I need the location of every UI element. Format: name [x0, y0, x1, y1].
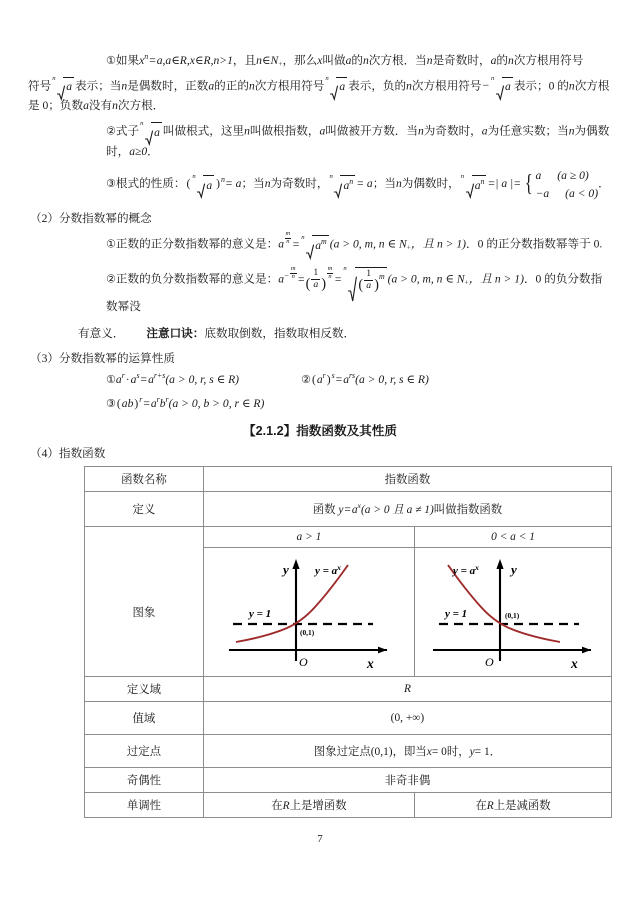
text-e: 的 — [351, 54, 363, 67]
x-axis-arrow-icon — [378, 647, 387, 654]
expr-x: x — [426, 746, 432, 758]
case-value-positive: a — [535, 169, 542, 183]
text-g: 为偶数时， — [106, 124, 610, 158]
multiply-dot: · — [125, 372, 130, 386]
expr-1-result: = a — [224, 177, 242, 191]
paragraph-nth-root-notation — [28, 74, 612, 116]
text-b: ．0 的正分数指数幂等于 0. — [466, 237, 603, 251]
expr-x-2: x — [317, 54, 323, 67]
definition-prefix: 函数 — [312, 504, 339, 516]
cell-parity-value: 非奇非偶 — [203, 768, 611, 793]
text-i: 次方根用符号 — [513, 54, 584, 67]
minus-sign: − — [482, 79, 490, 93]
exponent-numerator: m — [327, 264, 333, 272]
paren-open-big: ( — [358, 277, 364, 294]
text-g: 是奇数时， — [432, 54, 491, 67]
radical-base: a — [315, 239, 322, 253]
rule-2 — [301, 370, 429, 386]
asymptote-label: y = 1 — [445, 608, 468, 620]
list-marker-3: ③ — [106, 397, 116, 411]
radical-body: a — [63, 77, 74, 97]
expr-a-4: a — [208, 79, 215, 93]
expr-domain-conditions: ,a∈R,x∈R,n>1 — [162, 54, 233, 67]
expr-2-result: = a — [356, 177, 373, 191]
expr-equals: = — [149, 54, 156, 67]
radical-index: n — [343, 264, 347, 272]
cell-graph-increasing — [203, 548, 414, 677]
cell-graph-decreasing — [415, 548, 612, 677]
row-label-range: 值域 — [85, 702, 204, 735]
row-label-definition: 定义 — [85, 492, 204, 527]
point-label: (0,1) — [505, 611, 520, 620]
text-d: 叫做 — [322, 54, 346, 67]
radical-expr-2 — [329, 175, 355, 195]
table-row — [85, 492, 612, 527]
radical-sign-icon — [334, 183, 341, 195]
text-h: ． — [147, 144, 159, 158]
rule-1 — [106, 370, 240, 386]
cell-condition-a-greater-1 — [203, 527, 414, 548]
radical-base-exponent: n — [349, 176, 354, 186]
radical-base-exponent: n — [480, 176, 485, 186]
fraction-denominator: a — [313, 278, 319, 290]
expr-a: a — [319, 124, 326, 138]
radical-body-exponent: m — [378, 272, 385, 282]
expr-b: b — [159, 397, 166, 411]
row-label-fixed-point: 过定点 — [85, 735, 204, 768]
row-label-domain: 定义域 — [85, 677, 204, 702]
table-row — [85, 735, 612, 768]
radical-sign-icon — [496, 85, 503, 97]
heading-exponential-function: （4）指数函数 — [30, 447, 106, 461]
expr-a: a — [150, 397, 157, 411]
fixed-point-coords: (0,1) — [370, 746, 393, 758]
text-j: 表示；当 — [75, 79, 122, 93]
rule-1-condition: (a > 0, r, s ∈ R) — [165, 372, 240, 386]
text-b: 叫做根式，这里 — [162, 124, 245, 138]
table-row — [85, 768, 612, 793]
text-h: 的 — [496, 54, 508, 67]
cell-monotonicity-decreasing — [415, 793, 612, 818]
table-row — [85, 467, 612, 492]
text-e: 为偶数时， — [401, 177, 460, 191]
exponent-numerator: m — [285, 230, 291, 238]
paragraph-negative-fractional-exponent — [28, 266, 612, 317]
expr-n-8: n — [112, 99, 118, 113]
radical-index: n — [329, 173, 333, 181]
expr-a1-exponent: r — [322, 370, 326, 380]
chapter-title: 【2.1.2】指数函数及其性质 — [243, 424, 397, 439]
paragraph-mnemonic — [28, 325, 612, 344]
fraction-one-over-a — [311, 268, 320, 291]
expr-y-equals-1: = 1 — [474, 746, 490, 758]
paragraph-rules-row-2 — [28, 395, 612, 414]
curve-label: $y = a^x$ — [314, 563, 341, 577]
paren-close-big: ) — [374, 277, 379, 294]
text-f: 次方根．当 — [368, 54, 427, 67]
expr-N-subscript: + — [278, 58, 283, 68]
expr-base-a: a — [278, 272, 285, 286]
radical-sign-icon — [145, 130, 152, 142]
text-r: 没有 — [88, 99, 113, 113]
exponential-function-table — [84, 466, 612, 818]
condition-text-b: ，且 n > 1) — [410, 237, 467, 251]
equals-sign: = — [140, 372, 148, 386]
fraction-one-over-a — [364, 269, 373, 292]
equals-sign: = — [344, 504, 351, 516]
expr-a1: a — [115, 372, 122, 386]
expr-a3-exponent: r+s — [153, 370, 166, 380]
cell-monotonicity-increasing — [203, 793, 414, 818]
radical-base: a — [343, 178, 350, 192]
text-c: ，那么 — [282, 54, 318, 67]
case-value-negative: −a — [535, 186, 550, 200]
condition-text: (a > 0, m, n ∈ N — [387, 272, 465, 286]
expr-n-3: n — [568, 124, 575, 138]
equals-sign: = — [335, 372, 343, 386]
paren-open-1: ( — [186, 177, 191, 191]
page-content — [28, 52, 612, 463]
radical-sign-icon — [197, 183, 204, 195]
list-marker-2: ② — [106, 124, 116, 138]
expr-a-2: a — [481, 124, 488, 138]
table-row — [85, 793, 612, 818]
radical-index: n — [140, 120, 144, 128]
condition-text-b: ，且 n > 1) — [468, 272, 524, 286]
expr-n-1: n — [363, 54, 369, 67]
expr-a2-exponent: s — [136, 370, 140, 380]
expr-n-2: n — [395, 177, 402, 191]
continuation-text: 有意义． — [78, 326, 125, 340]
paragraph-positive-fractional-exponent — [28, 231, 612, 256]
cell-fixed-point-value — [203, 735, 611, 768]
radical-body — [340, 175, 355, 195]
text-f: 为任意实数；当 — [487, 124, 569, 138]
mono-right-R: R — [486, 800, 494, 812]
equals-sign-2: = — [334, 272, 342, 286]
expr-a-3: a — [490, 54, 497, 67]
mono-right-a: 在 — [475, 800, 487, 812]
text-a: 如果 — [115, 54, 140, 67]
case-condition-negative: (a < 0) — [565, 186, 599, 200]
mono-right-b: 上是减函数 — [493, 800, 551, 812]
page-number: 7 — [317, 833, 323, 845]
condition-subscript: + — [464, 277, 469, 287]
row-label-graph: 图象 — [85, 548, 204, 677]
expr-ab: ab — [121, 397, 134, 411]
expr-x-exponent: n — [144, 52, 149, 62]
radical-index: n — [301, 233, 305, 241]
radical-body — [312, 235, 328, 255]
mono-left-a: 在 — [271, 800, 283, 812]
exponent-denominator: n — [286, 237, 290, 245]
radical-expr-1 — [192, 175, 214, 195]
asymptote-label: y = 1 — [248, 608, 272, 620]
expr-x: x — [139, 54, 145, 67]
expr-a2-exponent: rs — [348, 370, 356, 380]
exponent-fraction-m-over-n — [290, 266, 297, 281]
radical-n-a-m — [301, 235, 328, 255]
x-axis-arrow-icon — [582, 647, 591, 654]
exponent-numerator: m — [290, 264, 296, 272]
fixed-point-text-d: ． — [489, 746, 502, 758]
y-axis-label: y — [282, 562, 289, 577]
origin-label: O — [485, 655, 494, 669]
radical-index: n — [460, 173, 465, 181]
list-marker-1: ① — [106, 54, 116, 67]
paren-open: ( — [116, 397, 121, 411]
radical-n-a-1 — [52, 74, 74, 97]
radical-body: a — [151, 122, 162, 142]
radical-expr-3 — [461, 175, 487, 195]
radical-index: n — [52, 74, 56, 82]
expr-n: n — [264, 177, 271, 191]
condition-left-text: a > 1 — [296, 531, 322, 543]
paragraph-radical-terminology — [28, 122, 612, 161]
radical-index: n — [325, 74, 329, 82]
text-a: 正数的负分数指数幂的意义是： — [115, 272, 279, 286]
y-axis-arrow-icon — [292, 559, 299, 569]
paren-exponent: s — [331, 370, 335, 380]
mnemonic-text: 底数取倒数，指数取相反数． — [204, 326, 356, 340]
expr-n-6: n — [406, 79, 412, 93]
text-a: 式子 — [115, 124, 140, 138]
condition-right-text: 0 < a < 1 — [491, 531, 535, 543]
exponent-denominator: n — [291, 272, 295, 280]
text-c: 叫做根指数， — [249, 124, 320, 138]
paren-close: ) — [326, 372, 331, 386]
paren-open-big: ( — [305, 276, 311, 293]
radical-body: a — [502, 77, 513, 97]
expr-a1: a — [316, 372, 323, 386]
radical-n-a-2 — [325, 74, 347, 97]
case-condition-positive: (a ≥ 0) — [557, 169, 589, 183]
text-m: 次方根用符号 — [254, 79, 325, 93]
radical-body: a — [203, 175, 214, 195]
expr-n-2: n — [426, 54, 433, 67]
expr-base-a: a — [278, 237, 285, 251]
radical-sign-icon — [330, 85, 337, 97]
text-e: 为奇数时， — [423, 124, 482, 138]
graph-increasing-exponential — [211, 549, 407, 675]
equals-sign: = — [292, 237, 300, 251]
list-marker-2: ② — [106, 272, 116, 286]
definition-suffix: 叫做指数函数 — [433, 504, 503, 516]
text-k: 是偶数时，正数 — [127, 79, 209, 93]
radical-index: n — [192, 173, 196, 181]
row-label-function-name: 函数名称 — [85, 467, 204, 492]
cell-definition-value — [203, 492, 611, 527]
table-row — [85, 527, 612, 548]
equals-sign-1: = — [298, 272, 305, 286]
radical-sign-icon — [306, 244, 313, 256]
expr-a-exponent: x — [357, 501, 361, 511]
radical-sign-icon — [466, 183, 473, 195]
definition-condition: (a > 0 且 a ≠ 1) — [361, 504, 434, 516]
text-o: 次方根用符号 — [411, 79, 482, 93]
expr-y: y — [338, 504, 344, 516]
exponent-minus-sign: − — [284, 270, 290, 280]
x-axis-label: x — [571, 656, 578, 671]
equals-sign: = — [143, 397, 150, 411]
row-label-blank — [85, 527, 204, 548]
condition-subscript: + — [406, 242, 411, 252]
row-label-monotonicity: 单调性 — [85, 793, 204, 818]
expr-n: n — [244, 124, 250, 138]
expr-n-7: n — [568, 79, 575, 93]
expr-a-2: a — [345, 54, 352, 67]
expr-a-geq-0: a≥0 — [129, 144, 148, 158]
rule-3 — [106, 397, 264, 410]
text-b: ；当 — [241, 177, 265, 191]
paragraph-radical-properties — [28, 167, 612, 202]
expr-a: a — [156, 54, 163, 67]
expr-y: y — [469, 746, 475, 758]
text-d: 叫做被开方数．当 — [325, 124, 418, 138]
y-axis-label: y — [511, 562, 517, 577]
expr-a2: a — [343, 372, 349, 386]
cases-brace-group — [523, 167, 598, 202]
table-row — [85, 702, 612, 735]
expr-a-exponent: r — [156, 395, 160, 405]
left-brace-icon: { — [524, 170, 533, 197]
fixed-point-text-a: 图象过定点 — [313, 746, 371, 758]
mono-left-b: 上是增函数 — [289, 800, 347, 812]
domain-text: R — [403, 683, 411, 695]
expr-a-5: a — [83, 99, 89, 113]
expr-3-abs: =| a |= — [487, 177, 522, 191]
paren-exponent: r — [139, 395, 143, 405]
row-label-parity: 奇偶性 — [85, 768, 204, 793]
expr-a: a — [351, 504, 358, 516]
fixed-point-text-b: ，即当 — [392, 746, 427, 758]
expr-n-3: n — [507, 54, 514, 67]
case-row-negative — [536, 185, 599, 202]
radical-index: n — [491, 74, 495, 82]
rule-2-condition: (a > 0, r, s ∈ R) — [355, 372, 429, 386]
radical-body: a — [336, 77, 347, 97]
table-row — [85, 548, 612, 677]
fixed-point-text-c: 时， — [446, 746, 470, 758]
paren-close-big: ) — [321, 276, 327, 293]
expr-a2: a — [130, 372, 137, 386]
cell-range-value: (0, +∞) — [203, 702, 611, 735]
text-d: ；当 — [372, 177, 396, 191]
radical-sign-icon — [57, 85, 64, 97]
exponent-denominator: n — [328, 272, 332, 280]
heading-operation-properties: （3）分数指数幂的运算性质 — [30, 351, 175, 365]
point-label: (0,1) — [299, 628, 315, 637]
fraction-numerator: 1 — [313, 266, 319, 278]
radical-body — [355, 267, 386, 298]
expr-b-exponent: r — [165, 395, 169, 405]
text-symbol-lead: 符号 — [28, 79, 52, 93]
cell-condition-a-between-0-1 — [415, 527, 612, 548]
paren-exponent-1: n — [221, 175, 225, 185]
list-marker-3: ③ — [106, 177, 116, 191]
radical-n-a-3 — [491, 74, 513, 97]
text-a: 正数的正分数指数幂的意义是： — [115, 237, 279, 251]
paren-close-1: ) — [216, 177, 221, 191]
graph-decreasing-exponential — [415, 549, 611, 675]
expr-n-in-N: n∈N — [256, 54, 279, 67]
radical-base: a — [474, 178, 481, 192]
expr-n-4: n — [121, 79, 128, 93]
x-axis-label: x — [366, 656, 374, 671]
origin-label: O — [298, 655, 308, 669]
paragraph-nth-root-definition — [28, 52, 612, 71]
cell-function-name-value: 指数函数 — [203, 467, 611, 492]
radical-n-one-over-a-m — [343, 264, 386, 298]
exponent-fraction-m-over-n — [285, 231, 292, 246]
text-a: 根式的性质： — [115, 177, 186, 191]
mnemonic-label: 注意口诀： — [146, 326, 205, 340]
paren-close: ) — [134, 397, 139, 411]
fraction-numerator: 1 — [366, 268, 372, 280]
expr-x-equals-0: = 0 — [431, 746, 447, 758]
heading-fractional-exponent-concept: （2）分数指数幂的概念 — [30, 212, 152, 226]
list-marker-1: ① — [106, 237, 116, 251]
text-q: 次方根是 0；负数 — [28, 79, 610, 113]
expr-n-2: n — [418, 124, 424, 138]
text-s: 次方根． — [117, 99, 165, 113]
paren-open: ( — [311, 372, 316, 386]
text-c: 为奇数时， — [270, 177, 329, 191]
exponent-fraction-m-over-n-2 — [327, 266, 334, 281]
text-n: 表示，负的 — [348, 79, 407, 93]
case-row-positive — [536, 167, 599, 184]
paragraph-rules-row-1 — [28, 371, 612, 390]
mono-left-R: R — [282, 800, 290, 812]
table-row — [85, 677, 612, 702]
expr-a3: a — [148, 372, 154, 386]
radical-n-a — [140, 122, 162, 142]
radical-body — [472, 175, 487, 195]
expr-n-5: n — [248, 79, 255, 93]
cases-rows — [536, 167, 599, 202]
text-f: ． — [598, 177, 610, 191]
text-p: 表示；0 的 — [513, 79, 569, 93]
curve-label: $y = a^x$ — [453, 563, 479, 577]
condition-text: (a > 0, m, n ∈ N — [329, 237, 407, 251]
list-marker-1: ① — [106, 372, 116, 386]
y-axis-arrow-icon — [496, 559, 503, 569]
cell-domain-value — [203, 677, 611, 702]
radical-sign-icon — [348, 276, 357, 298]
rule-3-condition: (a > 0, b > 0, r ∈ R) — [168, 397, 265, 411]
expr-a1-exponent: r — [121, 370, 125, 380]
radical-base-exponent: m — [321, 237, 327, 247]
text-l: 的正的 — [214, 79, 249, 93]
fraction-denominator: a — [366, 280, 372, 292]
list-marker-2: ② — [301, 372, 311, 386]
text-b: ．0 的负分数指数幂没 — [106, 272, 603, 313]
text-b: ，且 — [232, 54, 257, 67]
